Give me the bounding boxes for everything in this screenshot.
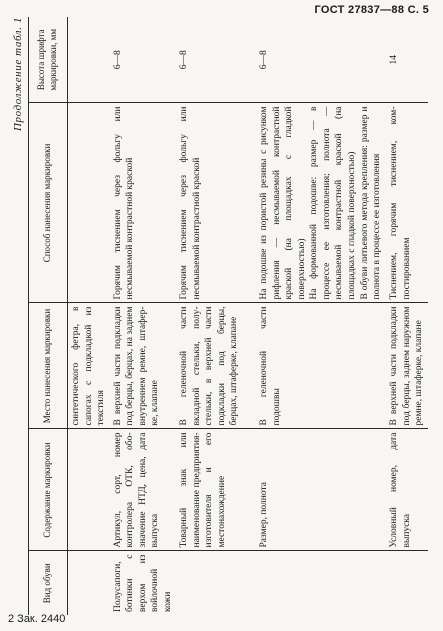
cell-place: В верхней части подкладки под берцы, берцах, на заднем внутреннем ремне, штаферке, клапане [110,303,177,429]
cell-place: В верхней части подкладки под берцы, заднем наружном ремне, штаферке, клапане [386,303,428,429]
table-row [176,17,256,615]
table-row [110,17,177,615]
col-header-kind: Вид обуви [29,551,68,615]
col-header-height: Высота шрифта маркировки, мм [29,17,68,103]
cell-place: синтетического фетра, в сапогах с подкладкой из текстиля [68,303,110,429]
cell-method: Тиснением, горячим тиснением, компостированием [386,103,428,303]
page-header: ГОСТ 27837—88 С. 5 [314,4,429,16]
cell-kind [176,551,256,615]
cell-content: Условный номер, дата выпуска [386,429,428,551]
col-header-place: Место нанесения маркировки [29,303,68,429]
table-header-row [29,17,68,615]
col-header-method: Способ нанесения маркировки [29,103,68,303]
cell-content [68,429,110,551]
cell-method: На подошве из пористой резины с рисунком рифления — несмываемой контрастной краской (на площадках с гладкой поверхностью) На формованной подошве: размер — в процессе ее изготовления; полнота — несмываемой контрастной краской (на площадках с гладкой поверхностью) В обуви литьевого метода крепления: размер и полнота в процессе ее изготовления [256,103,386,303]
print-signature: 2 Зак. 2440 [8,613,66,625]
table-caption: Продолжение табл. 1 [12,17,24,131]
cell-height: 14 [386,17,428,103]
table-row [68,17,110,615]
marking-table [28,17,428,615]
cell-content: Размер, полнота [256,429,386,551]
cell-place: В геленочной части вкладной стельки, полустельки, в верхней части подкладки под берцы, берцах, штаферке, клапане [176,303,256,429]
table-row [256,17,386,615]
cell-height: 6—8 [110,17,177,103]
cell-kind: Полусапоги, ботинки с верхом из войлочной кожи [112,554,173,612]
cell-method [68,103,110,303]
cell-kind [68,551,110,615]
cell-method: Горячим тиснением через фольгу или несмываемой контрастной краской [110,103,177,303]
table-row [386,17,428,615]
cell-height: 6—8 [256,17,386,103]
cell-content: Артикул, сорт, номер контролера ОТК, обозначение НТД, цена, дата выпуска [110,429,177,551]
cell-height [68,17,110,103]
cell-kind [386,551,428,615]
cell-content: Товарный знак или наименование предприятия-изготовителя и его местонахождение [176,429,256,551]
cell-method: Горячим тиснением через фольгу или несмываемой контрастной краской [176,103,256,303]
rotated-table-block [12,17,426,615]
col-header-content: Содержание маркировки [29,429,68,551]
cell-height: 6—8 [176,17,256,103]
cell-kind [256,551,386,615]
cell-place: В геленочной части подошвы [256,303,386,429]
